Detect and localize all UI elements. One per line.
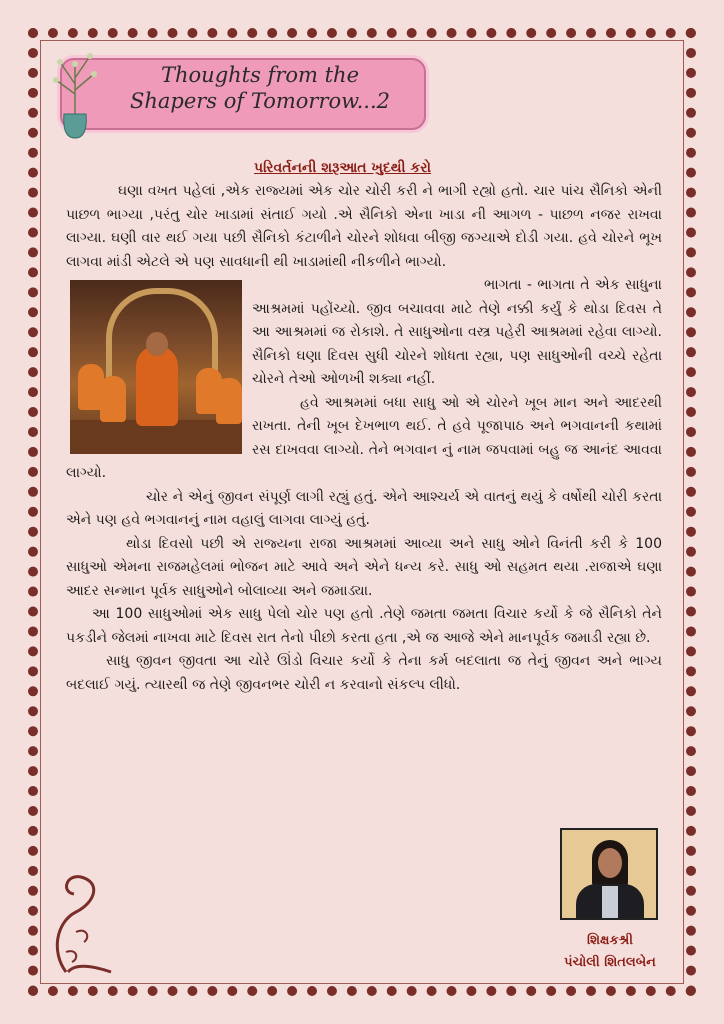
story-paragraph-1: ઘણા વખત પહેલાં ,એક રાજ્યમાં એક ચોર ચોરી કરી ને ભાગી રહ્યો હતો. ચાર પાંચ સૈનિકો એની પાછળ ભાગ્યા ,પરંતુ ચોર ખાડામાં સંતાઈ ગયો .એ સૈનિકો એના ખાડા ની આગળ - પાછળ નજર રાખવા લાગ્યા. ઘણી વાર થઈ ગયા પછી સૈનિકો કંટાળીને ચોરને શોધવા બીજી જગ્યાએ દોડી ગયા. હવે ચોરને ભૂખ લાગવા માંડી એટલે એ પણ સાવધાની થી ખાડામાંથી નીકળીને ભાગ્યો. bbox=[66, 183, 662, 270]
corner-ornament-icon bbox=[46, 872, 116, 982]
header-title-line1: Thoughts from the bbox=[161, 63, 359, 87]
story-paragraph-3: હવે આશ્રમમાં બધા સાધુ ઓ એ ચોરને ખૂબ માન અને આદરથી રાખતા. તેની ખૂબ દેખભાળ થઈ. તે હવે પૂજાપાઠ અને ભગવાનની કથામાં રસ દાખવવા લાગ્યો. તેને ભગવાન નું નામ જપવામાં બહુ જ આનંદ આવવા લાગ્યો. bbox=[66, 394, 662, 481]
story-body bbox=[66, 180, 662, 697]
story-paragraph-4: ચોર ને એનું જીવન સંપૂર્ણ લાગી રહ્યું હતું. એને આશ્ચર્ય એ વાતનું થયું કે વર્ષોથી ચોરી કરતા એને પણ હવે ભગવાનનું નામ વહાલું લાગવા લાગ્યું હતું. bbox=[66, 488, 662, 528]
teacher-role: શિક્ષકશ્રી bbox=[587, 933, 633, 948]
plant-vase-icon bbox=[46, 44, 104, 140]
teacher-name: પંચોલી શિતલબેન bbox=[564, 955, 656, 970]
story-paragraph-5: થોડા દિવસો પછી એ રાજ્યના રાજા આશ્રમમાં આવ્યા અને સાધુ ઓને વિનંતી કરી કે 100 સાધુઓ એમના રાજમહેલમાં ભોજન માટે આવે અને એને ધન્ય કરે. સાધુ ઓ સહમત થયા .રાજાએ ઘણા આદર સન્માન પૂર્વક સાધુઓને બોલાવ્યા અને જમાડ્યા. bbox=[66, 535, 662, 599]
story-paragraph-2: ભાગતા - ભાગતા તે એક સાધુના આશ્રમમાં પહોંચ્યો. જીવ બચાવવા માટે તેણે નક્કી કર્યું કે થોડા દિવસ તે આ આશ્રમમાં જ રોકાશે. તે સાધુઓના વસ્ત્ર પહેરી આશ્રમમાં રહેવા લાગ્યો. સૈનિકો ઘણા દિવસ સુધી ચોરને શોધતા રહ્યા, પણ સાધુઓની વચ્ચે રહેતા ચોરને તેઓ ઓળખી શક્યા નહીં. bbox=[252, 277, 662, 387]
signature-block bbox=[540, 930, 680, 974]
story-title: પરિવર્તનની શરૂઆત ખુદથી કરો bbox=[254, 160, 432, 176]
teacher-photo bbox=[560, 828, 658, 920]
header-title-line2: Shapers of Tomorrow...2 bbox=[129, 89, 391, 113]
story-paragraph-7: સાધુ જીવન જીવતા આ ચોરે ઊંડો વિચાર કર્યો કે તેના કર્મ બદલાતા જ તેનું જીવન અને ભાગ્ય બદલાઈ ગયું. ત્યારથી જ તેણે જીવનભર ચોરી ન કરવાનો સંકલ્પ લીધો. bbox=[66, 653, 662, 693]
ashram-illustration bbox=[70, 280, 242, 454]
header-title bbox=[110, 62, 410, 114]
story-paragraph-6: આ 100 સાધુઓમાં એક સાધુ પેલો ચોર પણ હતો .તેણે જમતા જમતા વિચાર કર્યો કે જે સૈનિકો તેને પકડીને જેલમાં નાખવા માટે દિવસ રાત તેનો પીછો કરતા હતા ,એ જ આજે એને માનપૂર્વક જમાડી રહ્યા છે. bbox=[66, 606, 662, 646]
